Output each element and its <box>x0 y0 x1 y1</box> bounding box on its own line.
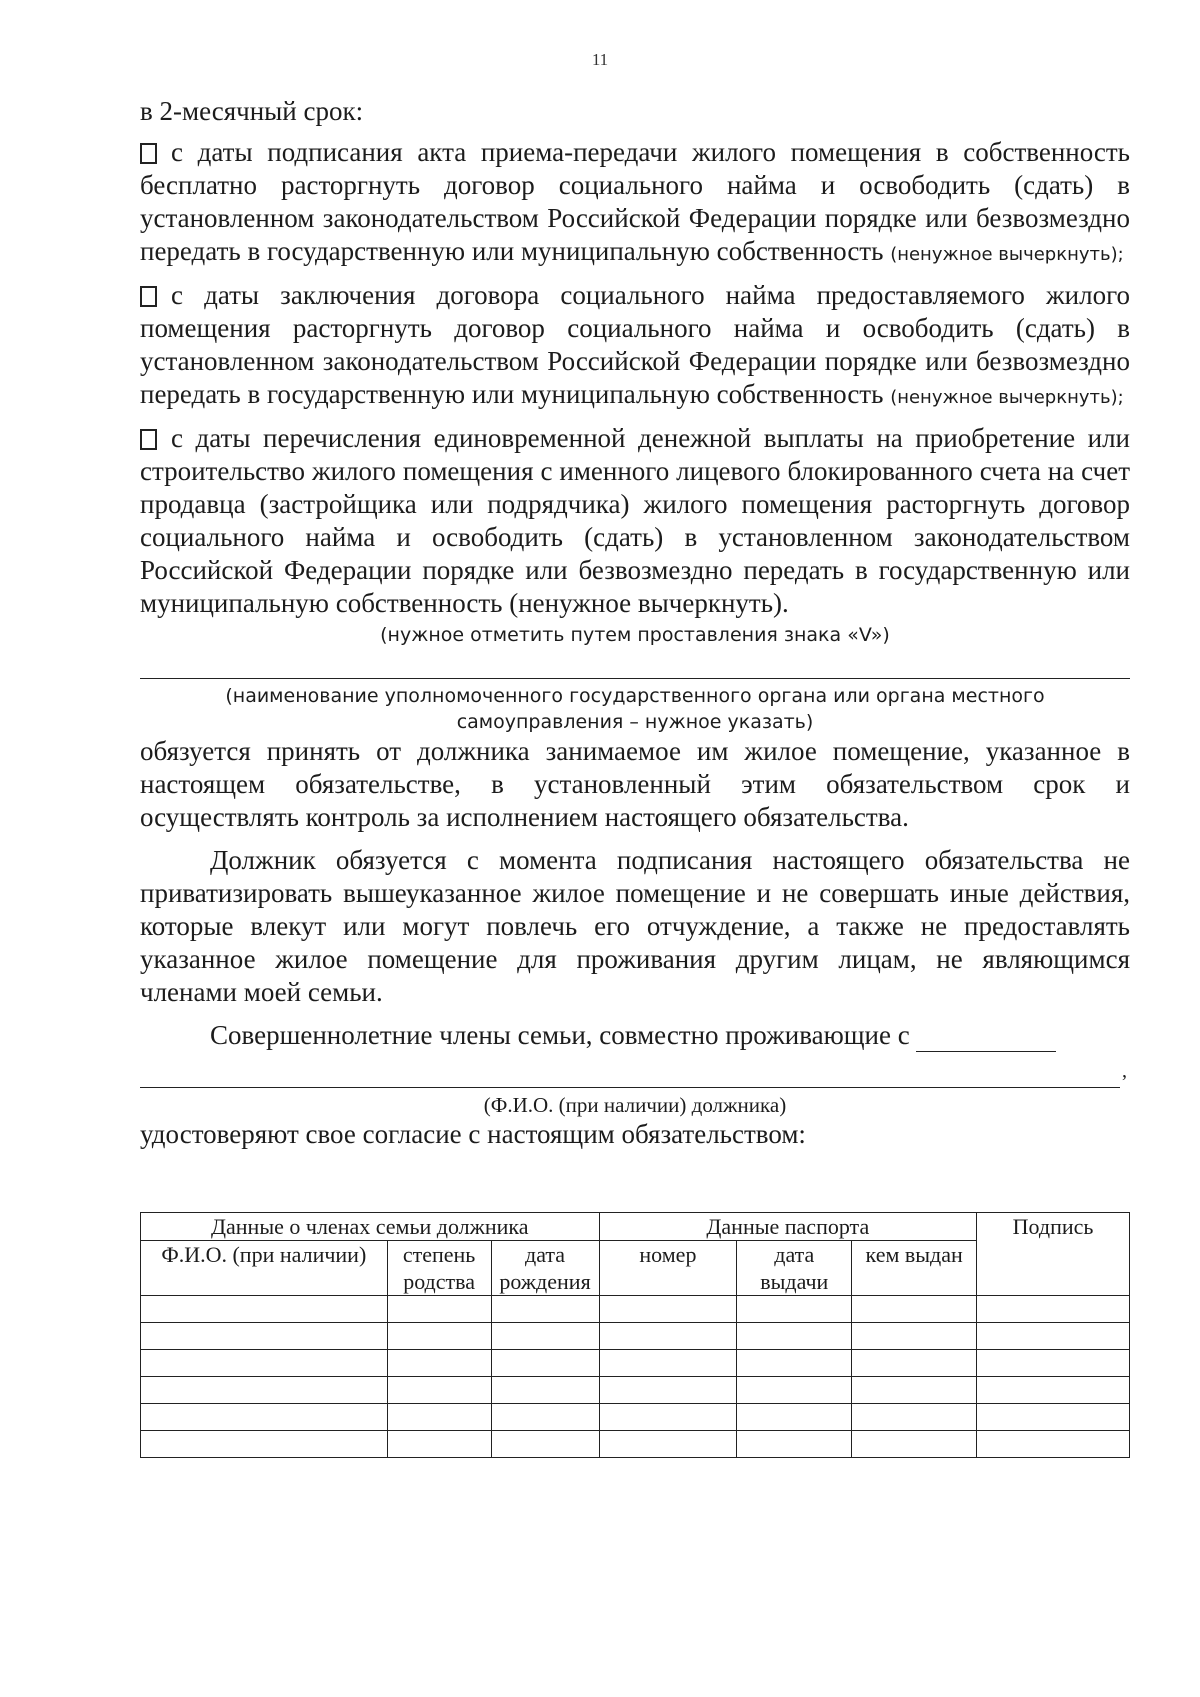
table-cell[interactable] <box>852 1296 977 1323</box>
table-row <box>141 1350 1130 1377</box>
col-fio-header: Ф.И.О. (при наличии) <box>141 1241 388 1296</box>
table-cell[interactable] <box>737 1323 852 1350</box>
option-3-text: с даты перечисления единовременной денежной выплаты на приобретение или строительство жилого помещения с именного лицевого блокированного счета на счет продавца (застройщика или подрядчика) жилого помещения расторгнуть договор социального найма и освободить (сдать) в установленном законодательством Российской Федерации порядке или безвозмездно передать в государственную или муниципальную собственность (ненужное вычеркнуть). <box>140 423 1130 618</box>
table-cell[interactable] <box>387 1350 491 1377</box>
table-cell[interactable] <box>491 1404 599 1431</box>
col-issued-by-header: кем выдан <box>852 1241 977 1296</box>
table-cell[interactable] <box>977 1296 1130 1323</box>
adults-text: Совершеннолетние члены семьи, совместно проживающие с <box>210 1020 910 1050</box>
debtor-name-blank[interactable] <box>916 1025 1056 1052</box>
table-cell[interactable] <box>852 1350 977 1377</box>
table-cell[interactable] <box>599 1431 737 1458</box>
page-number: 11 <box>591 50 609 69</box>
col-issue-date-header: дата выдачи <box>737 1241 852 1296</box>
consent-line: удостоверяют свое согласие с настоящим обязательством: <box>140 1119 806 1149</box>
table-cell[interactable] <box>387 1323 491 1350</box>
table-cell[interactable] <box>737 1404 852 1431</box>
table-cell[interactable] <box>977 1404 1130 1431</box>
table-cell[interactable] <box>491 1296 599 1323</box>
col-relation-header: степень родства <box>387 1241 491 1296</box>
authority-caption: (наименование уполномоченного государственного органа или органа местного самоуправления – нужное указать) <box>225 685 1045 733</box>
table-cell[interactable] <box>852 1377 977 1404</box>
debtor-name-line[interactable] <box>140 1057 1120 1088</box>
mark-note: (нужное отметить путем проставления знака «V») <box>380 624 890 646</box>
col-birth-header: дата рождения <box>491 1241 599 1296</box>
table-cell[interactable] <box>599 1350 737 1377</box>
table-cell[interactable] <box>491 1323 599 1350</box>
table-cell[interactable] <box>977 1323 1130 1350</box>
option-1-note: (ненужное вычеркнуть); <box>890 244 1124 265</box>
adults-line <box>140 1019 1130 1052</box>
checkbox-icon[interactable] <box>140 143 157 164</box>
signature-header: Подпись <box>977 1213 1130 1296</box>
option-2 <box>140 279 1130 414</box>
table-cell[interactable] <box>737 1377 852 1404</box>
option-1 <box>140 136 1130 271</box>
debtor-name-line-row: , <box>140 1052 1130 1088</box>
debtor-paragraph: Должник обязуется с момента подписания настоящего обязательства не приватизировать вышеуказанное жилое помещение и не совершать иные действия, которые влекут или могут повлечь его отчуждение, а также не предоставлять указанное жилое помещение для проживания другим лицам, не являющимся членами моей семьи. <box>140 845 1130 1007</box>
family-members-table <box>140 1212 1130 1458</box>
table-cell[interactable] <box>387 1404 491 1431</box>
table-row <box>141 1323 1130 1350</box>
table-cell[interactable] <box>387 1296 491 1323</box>
checkbox-icon[interactable] <box>140 429 157 450</box>
debtor-name-caption: (Ф.И.О. (при наличии) должника) <box>483 1093 787 1117</box>
table-row <box>141 1377 1130 1404</box>
table-cell[interactable] <box>977 1350 1130 1377</box>
table-cell[interactable] <box>141 1431 388 1458</box>
table-cell[interactable] <box>737 1296 852 1323</box>
table-cell[interactable] <box>599 1296 737 1323</box>
table-cell[interactable] <box>852 1431 977 1458</box>
table-cell[interactable] <box>491 1377 599 1404</box>
table-row <box>141 1431 1130 1458</box>
table-cell[interactable] <box>852 1323 977 1350</box>
document-body <box>140 95 1130 1151</box>
table-row <box>141 1404 1130 1431</box>
option-2-note: (ненужное вычеркнуть); <box>890 387 1124 408</box>
table-cell[interactable] <box>737 1350 852 1377</box>
col-number-header: номер <box>599 1241 737 1296</box>
table-cell[interactable] <box>737 1431 852 1458</box>
table-cell[interactable] <box>141 1377 388 1404</box>
table-cell[interactable] <box>977 1377 1130 1404</box>
group-passport-header: Данные паспорта <box>599 1213 977 1241</box>
option-2-text: с даты заключения договора социального найма предоставляемого жилого помещения расторгнуть договор социального найма и освободить (сдать) в установленном законодательством Российской Федерации порядке или безвозмездно передать в государственную или муниципальную собственность <box>140 280 1130 409</box>
authority-fill-line[interactable] <box>140 656 1130 679</box>
table-cell[interactable] <box>141 1323 388 1350</box>
table-cell[interactable] <box>852 1404 977 1431</box>
table-cell[interactable] <box>491 1431 599 1458</box>
intro-line: в 2-месячный срок: <box>140 96 364 126</box>
table-cell[interactable] <box>387 1377 491 1404</box>
table-cell[interactable] <box>141 1296 388 1323</box>
table-cell[interactable] <box>491 1350 599 1377</box>
table-cell[interactable] <box>141 1350 388 1377</box>
table-cell[interactable] <box>141 1404 388 1431</box>
table-cell[interactable] <box>599 1404 737 1431</box>
table-cell[interactable] <box>599 1323 737 1350</box>
table-cell[interactable] <box>387 1431 491 1458</box>
table-cell[interactable] <box>599 1377 737 1404</box>
table-row <box>141 1296 1130 1323</box>
group-family-header: Данные о членах семьи должника <box>141 1213 600 1241</box>
option-3 <box>140 422 1130 620</box>
table-cell[interactable] <box>977 1431 1130 1458</box>
obligation-paragraph: обязуется принять от должника занимаемое им жилое помещение, указанное в настоящем обязательстве, в установленный этим обязательством срок и осуществлять контроль за исполнением настоящего обязательства. <box>140 736 1130 832</box>
option-1-text: с даты подписания акта приема-передачи жилого помещения в собственность бесплатно расторгнуть договор социального найма и освободить (сдать) в установленном законодательством Российской Федерации порядке или безвозмездно передать в государственную или муниципальную собственность <box>140 137 1130 266</box>
checkbox-icon[interactable] <box>140 286 157 307</box>
